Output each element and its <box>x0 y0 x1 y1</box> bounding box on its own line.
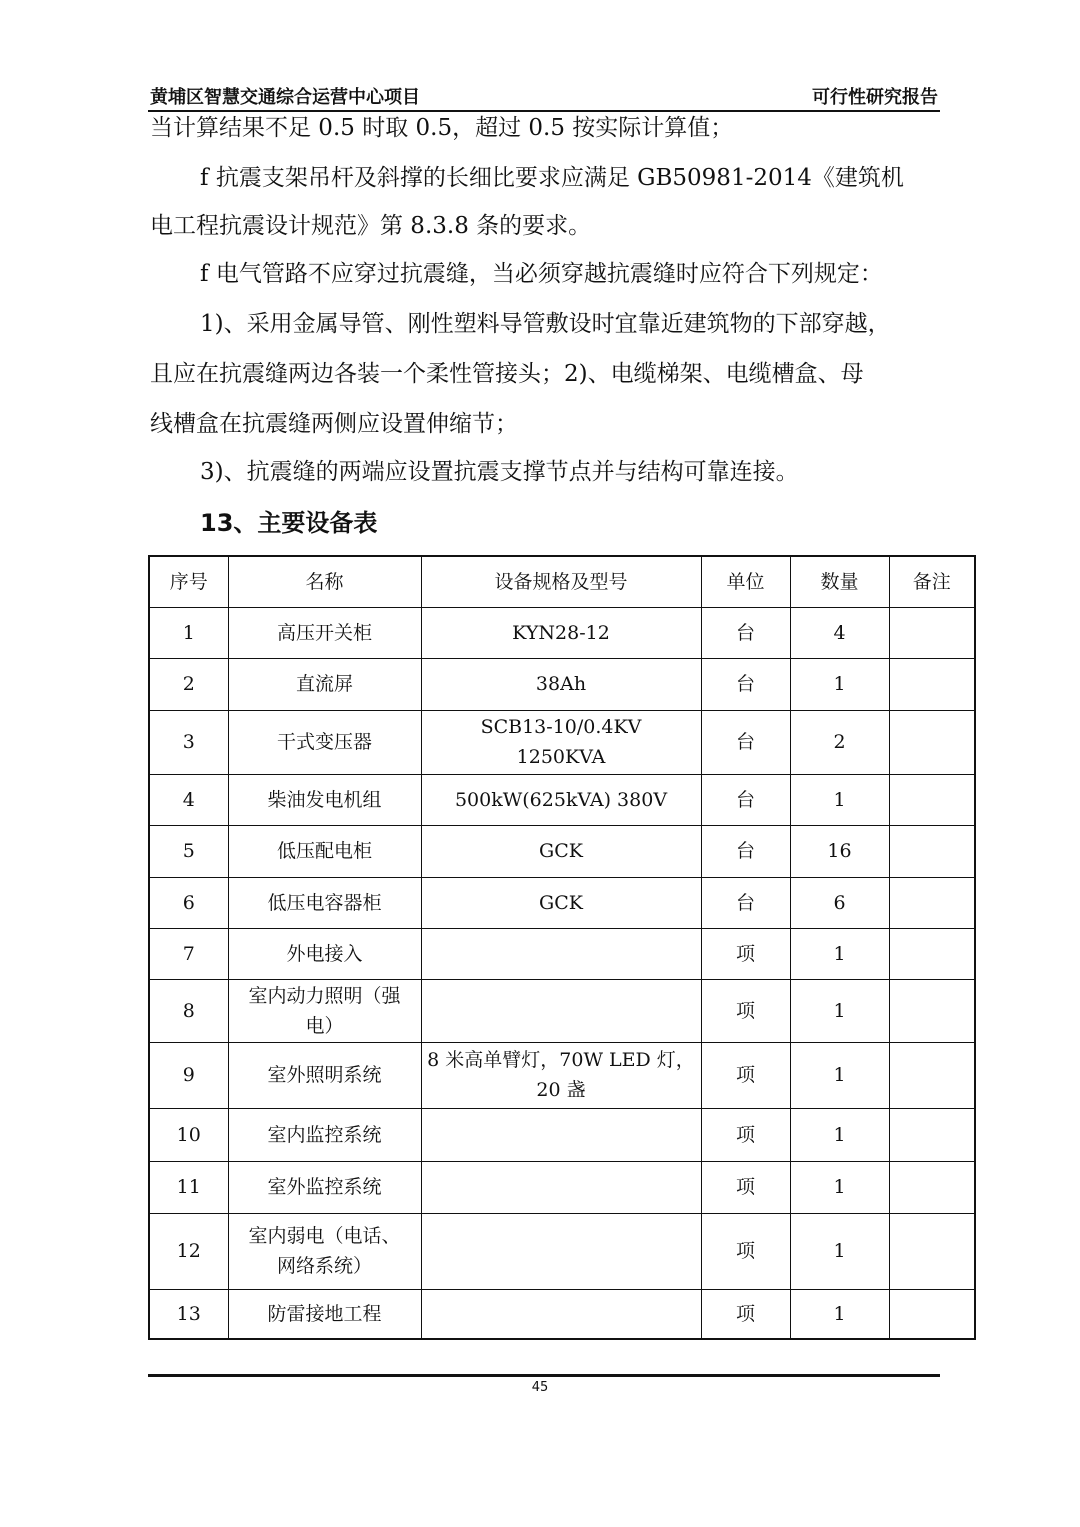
cell-note <box>889 1289 975 1339</box>
cell-unit: 项 <box>701 1042 790 1108</box>
cell-unit: 台 <box>701 710 790 774</box>
cell-note <box>889 774 975 825</box>
header-no: 序号 <box>149 556 228 607</box>
cell-name: 室内监控系统 <box>228 1108 421 1161</box>
cell-note <box>889 710 975 774</box>
cell-spec-line-2: 20 盏 <box>536 1079 586 1101</box>
table-row <box>149 607 975 658</box>
header-qty: 数量 <box>790 556 889 607</box>
cell-spec: KYN28-12 <box>421 607 701 658</box>
header-unit: 单位 <box>701 556 790 607</box>
cell-spec <box>421 1161 701 1213</box>
cell-spec <box>421 928 701 979</box>
cell-unit: 项 <box>701 928 790 979</box>
cell-name <box>228 1213 421 1289</box>
cell-name: 干式变压器 <box>228 710 421 774</box>
table-row <box>149 979 975 1042</box>
cell-qty: 1 <box>790 1161 889 1213</box>
cell-qty: 2 <box>790 710 889 774</box>
cell-note <box>889 979 975 1042</box>
cell-unit: 台 <box>701 877 790 928</box>
cell-no: 1 <box>149 607 228 658</box>
paragraph-line-8: 3)、抗震缝的两端应设置抗震支撑节点并与结构可靠连接。 <box>200 459 799 485</box>
table-row <box>149 710 975 774</box>
cell-spec-line-2: 1250KVA <box>516 746 606 768</box>
paragraph-line-5: 1)、采用金属导管、刚性塑料导管敷设时宜靠近建筑物的下部穿越， <box>200 311 891 337</box>
cell-no: 7 <box>149 928 228 979</box>
cell-note <box>889 877 975 928</box>
cell-no: 11 <box>149 1161 228 1213</box>
table-row <box>149 1289 975 1339</box>
cell-no: 12 <box>149 1213 228 1289</box>
cell-note <box>889 928 975 979</box>
cell-name: 外电接入 <box>228 928 421 979</box>
paragraph-line-4: f 电气管路不应穿过抗震缝，当必须穿越抗震缝时应符合下列规定： <box>200 261 883 287</box>
cell-spec: 500kW(625kVA) 380V <box>421 774 701 825</box>
cell-unit: 台 <box>701 825 790 877</box>
page-header <box>148 80 940 112</box>
cell-no: 13 <box>149 1289 228 1339</box>
cell-name: 柴油发电机组 <box>228 774 421 825</box>
cell-spec: GCK <box>421 825 701 877</box>
table-row <box>149 1213 975 1289</box>
cell-qty: 1 <box>790 1289 889 1339</box>
table-row <box>149 877 975 928</box>
header-note: 备注 <box>889 556 975 607</box>
cell-qty: 1 <box>790 979 889 1042</box>
cell-spec <box>421 1108 701 1161</box>
cell-qty: 1 <box>790 774 889 825</box>
cell-qty: 1 <box>790 928 889 979</box>
cell-qty: 1 <box>790 658 889 710</box>
cell-name: 室外监控系统 <box>228 1161 421 1213</box>
cell-spec <box>421 1289 701 1339</box>
cell-spec: 38Ah <box>421 658 701 710</box>
cell-unit: 项 <box>701 1108 790 1161</box>
cell-spec <box>421 1213 701 1289</box>
equipment-table <box>148 555 976 1340</box>
table-header-row <box>149 556 975 607</box>
cell-no: 4 <box>149 774 228 825</box>
cell-unit: 项 <box>701 1289 790 1339</box>
cell-note <box>889 1161 975 1213</box>
cell-spec: GCK <box>421 877 701 928</box>
cell-spec-line-1: 8 米高单臂灯，70W LED 灯， <box>427 1049 695 1071</box>
cell-unit: 台 <box>701 658 790 710</box>
cell-name: 高压开关柜 <box>228 607 421 658</box>
cell-name-line-2: 电） <box>305 1014 344 1037</box>
section-title: 13、主要设备表 <box>200 509 378 537</box>
cell-spec-line-1: SCB13-10/0.4KV <box>480 716 642 738</box>
cell-name <box>228 979 421 1042</box>
cell-spec <box>421 710 701 774</box>
table-row <box>149 928 975 979</box>
cell-no: 8 <box>149 979 228 1042</box>
cell-qty: 6 <box>790 877 889 928</box>
cell-no: 10 <box>149 1108 228 1161</box>
header-project-title: 黄埔区智慧交通综合运营中心项目 <box>150 87 420 108</box>
table-row <box>149 658 975 710</box>
cell-qty: 1 <box>790 1108 889 1161</box>
cell-unit: 项 <box>701 1161 790 1213</box>
table-row <box>149 774 975 825</box>
cell-no: 6 <box>149 877 228 928</box>
paragraph-line-2: f 抗震支架吊杆及斜撑的长细比要求应满足 GB50981-2014《建筑机 <box>200 165 904 191</box>
header-doc-type: 可行性研究报告 <box>812 87 938 108</box>
cell-unit: 台 <box>701 607 790 658</box>
cell-name: 防雷接地工程 <box>228 1289 421 1339</box>
cell-name-line-1: 室内动力照明（强 <box>248 984 401 1007</box>
cell-name-line-1: 室内弱电（电话、 <box>248 1225 401 1247</box>
header-spec: 设备规格及型号 <box>421 556 701 607</box>
paragraph-line-3: 电工程抗震设计规范》第 8.3.8 条的要求。 <box>150 213 592 239</box>
cell-unit: 台 <box>701 774 790 825</box>
cell-no: 2 <box>149 658 228 710</box>
page-number: 45 <box>531 1380 549 1395</box>
table-row <box>149 1108 975 1161</box>
cell-name: 室外照明系统 <box>228 1042 421 1108</box>
header-name: 名称 <box>228 556 421 607</box>
cell-spec <box>421 979 701 1042</box>
cell-name: 低压配电柜 <box>228 825 421 877</box>
paragraph-line-7: 线槽盒在抗震缝两侧应设置伸缩节； <box>150 411 518 437</box>
cell-unit: 项 <box>701 979 790 1042</box>
cell-qty: 1 <box>790 1213 889 1289</box>
cell-no: 3 <box>149 710 228 774</box>
cell-name: 低压电容器柜 <box>228 877 421 928</box>
paragraph-line-1: 当计算结果不足 0.5 时取 0.5，超过 0.5 按实际计算值； <box>150 115 734 141</box>
cell-note <box>889 1042 975 1108</box>
cell-no: 5 <box>149 825 228 877</box>
cell-qty: 4 <box>790 607 889 658</box>
cell-note <box>889 1213 975 1289</box>
paragraph-line-6: 且应在抗震缝两边各装一个柔性管接头；2)、电缆梯架、电缆槽盒、母 <box>150 361 864 387</box>
cell-qty: 16 <box>790 825 889 877</box>
cell-qty: 1 <box>790 1042 889 1108</box>
cell-note <box>889 1108 975 1161</box>
cell-spec <box>421 1042 701 1108</box>
cell-unit: 项 <box>701 1213 790 1289</box>
cell-note <box>889 825 975 877</box>
footer-divider <box>148 1374 940 1377</box>
table-row <box>149 1161 975 1213</box>
table-row <box>149 825 975 877</box>
cell-note <box>889 607 975 658</box>
cell-note <box>889 658 975 710</box>
cell-name: 直流屏 <box>228 658 421 710</box>
cell-name-line-2: 网络系统） <box>276 1255 372 1277</box>
table-row <box>149 1042 975 1108</box>
cell-no: 9 <box>149 1042 228 1108</box>
